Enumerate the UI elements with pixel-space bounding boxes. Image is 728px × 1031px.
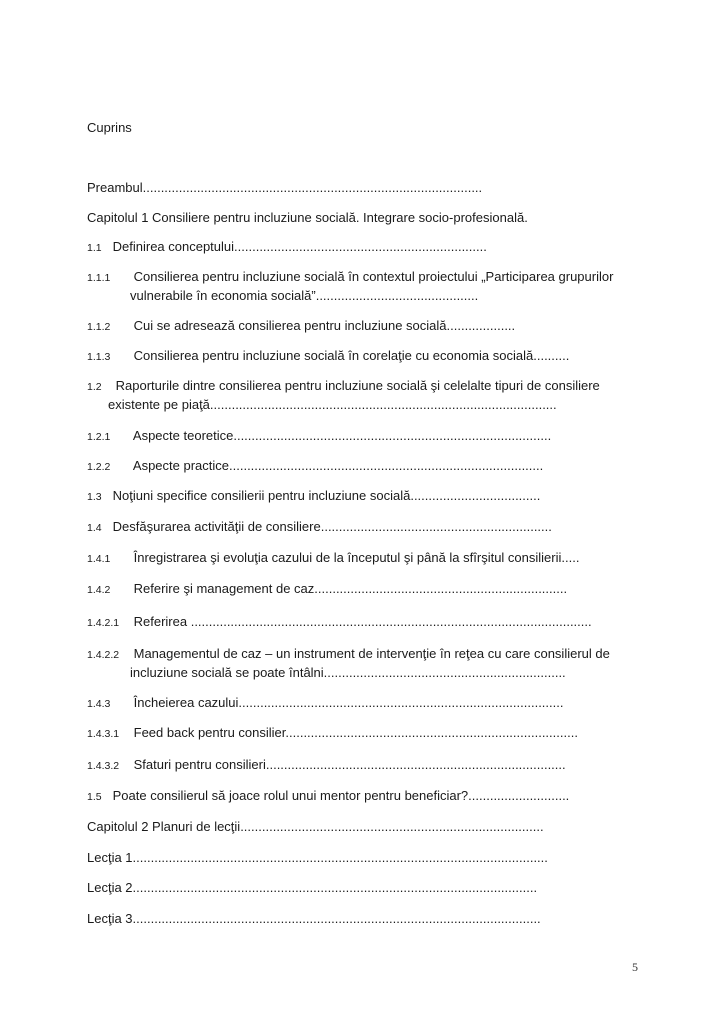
toc-entry-continuation: existente pe piaţă................................................................................................	[108, 397, 557, 412]
toc-entry-text: Cui se adresează consilierea pentru incluziune socială...................	[133, 318, 516, 333]
toc-entry-1-1	[87, 238, 487, 257]
toc-entry-number: 1.1.2	[87, 321, 111, 333]
toc-entry-1-3	[87, 487, 540, 506]
toc-entry-text: Lecţia 3.................................................................................................................	[87, 911, 541, 926]
toc-entry-number: 1.1	[87, 242, 102, 254]
toc-entry-text: Feed back pentru consilier.................................................................................	[133, 725, 578, 740]
toc-entry-number: 1.2	[87, 381, 102, 393]
toc-entry-text: Aspecte teoretice........................................................................................	[132, 428, 552, 443]
toc-entry-lesson-1	[87, 849, 548, 866]
toc-entry-1-4	[87, 518, 552, 537]
toc-entry-number: 1.4.2.2	[87, 649, 120, 661]
toc-entry-1-4-2-2	[87, 645, 610, 664]
toc-entry-text: Preambul..............................................................................................	[87, 180, 483, 195]
toc-entry-lesson-3	[87, 910, 541, 927]
toc-entry-number: 1.4.3	[87, 698, 111, 710]
toc-entry-continuation: incluziune socială se poate întâlni...................................................................	[130, 665, 566, 680]
toc-entry-text: Lecţia 2................................................................................................................	[87, 880, 538, 895]
page-number: 5	[632, 960, 638, 974]
toc-entry-1-1-3	[87, 347, 569, 366]
toc-entry-number: 1.4.1	[87, 553, 111, 565]
toc-entry-text: Raporturile dintre consilierea pentru incluziune socială şi celelalte tipuri de consiliere	[115, 378, 600, 393]
toc-entry-1-2-2	[87, 457, 543, 476]
toc-entry-text: Capitolul 2 Planuri de lecţii....................................................................................	[87, 819, 544, 834]
toc-entry-1-2-1	[87, 427, 551, 446]
toc-entry-chapter-1	[87, 209, 528, 226]
toc-entry-1-2	[87, 377, 600, 396]
toc-entry-1-4-3-2	[87, 756, 566, 775]
toc-entry-text: Consilierea pentru incluziune socială în contextul proiectului „Participarea grupurilor	[133, 269, 614, 284]
toc-entry-text: Consilierea pentru incluziune socială în corelaţie cu economia socială..........	[133, 348, 570, 363]
toc-entry-number: 1.4.3.2	[87, 760, 120, 772]
toc-entry-number: 1.1.1	[87, 272, 111, 284]
toc-entry-number: 1.4.2.1	[87, 617, 120, 629]
toc-entry-text: Sfaturi pentru consilieri...................................................................................	[133, 757, 566, 772]
toc-entry-continuation: vulnerabile în economia socială”.............................................	[130, 288, 479, 303]
toc-entry-number: 1.4	[87, 522, 102, 534]
toc-entry-1-4-3-1	[87, 724, 578, 743]
toc-entry-number: 1.1.3	[87, 351, 111, 363]
toc-entry-number: 1.5	[87, 791, 102, 803]
toc-entry-1-4-2-1	[87, 613, 592, 632]
toc-entry-number: 1.4.3.1	[87, 728, 120, 740]
toc-entry-number: 1.2.1	[87, 431, 111, 443]
toc-entry-text: Poate consilierul să joace rolul unui mentor pentru beneficiar?............................	[112, 788, 570, 803]
toc-entry-number: 1.2.2	[87, 461, 111, 473]
toc-entry-text: Referirea ...............................................................................................................	[133, 614, 592, 629]
toc-entry-text: Definirea conceptului......................................................................	[112, 239, 487, 254]
page-title: Cuprins	[87, 120, 132, 135]
toc-entry-text: Încheierea cazului..........................................................................................	[133, 695, 564, 710]
toc-entry-1-4-2	[87, 580, 567, 599]
toc-entry-1-4-3	[87, 694, 563, 713]
toc-entry-1-4-1	[87, 549, 579, 568]
toc-entry-text: Managementul de caz – un instrument de intervenţie în reţea cu care consilierul de	[133, 646, 610, 661]
toc-entry-text: Aspecte practice.......................................................................................	[132, 458, 544, 473]
toc-entry-text: Înregistrarea şi evoluţia cazului de la începutul şi până la sfîrşitul consilierii.....	[133, 550, 580, 565]
toc-entry-text: Capitolul 1 Consiliere pentru incluziune socială. Integrare socio-profesională.	[87, 210, 528, 225]
toc-entry-chapter-2	[87, 818, 544, 835]
toc-entry-text: Lecţia 1...................................................................................................................	[87, 850, 548, 865]
toc-entry-number: 1.3	[87, 491, 102, 503]
toc-entry-text: Desfăşurarea activităţii de consiliere................................................................	[112, 519, 552, 534]
toc-entry-preamble	[87, 179, 482, 196]
toc-entry-1-1-1	[87, 268, 613, 287]
toc-entry-text: Referire şi management de caz......................................................................	[133, 581, 568, 596]
toc-entry-text: Noţiuni specifice consilierii pentru incluziune socială....................................	[112, 488, 541, 503]
toc-entry-lesson-2	[87, 879, 537, 896]
toc-entry-1-1-2	[87, 317, 515, 336]
toc-entry-1-5	[87, 787, 569, 806]
toc-entry-number: 1.4.2	[87, 584, 111, 596]
